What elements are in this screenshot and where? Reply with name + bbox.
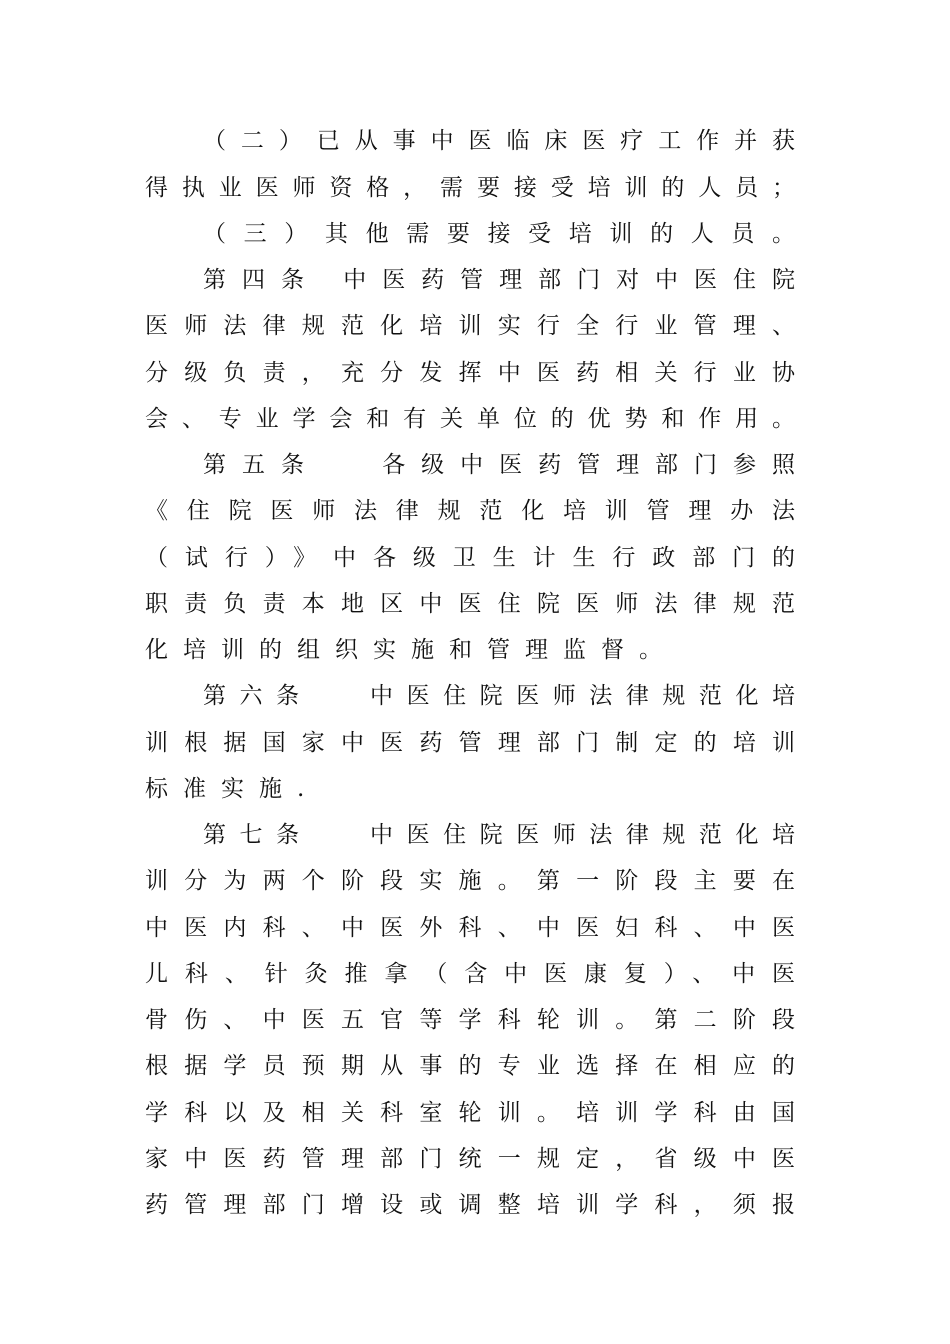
- text-line: 会、专业学会和有关单位的优势和作用。: [145, 406, 795, 432]
- text-line: 骨伤、中医五官等学科轮训。第二阶段: [145, 1007, 795, 1033]
- text-line: （试行）》中各级卫生计生行政部门的: [145, 545, 795, 571]
- text-line: 《住院医师法律规范化培训管理办法: [145, 498, 795, 524]
- text-line: 中医内科、中医外科、中医妇科、中医: [145, 915, 795, 941]
- text-line: 训根据国家中医药管理部门制定的培训: [145, 730, 795, 756]
- text-line: 标准实施.: [145, 776, 320, 802]
- text-line: 学科以及相关科室轮训。培训学科由国: [145, 1100, 795, 1126]
- text-line: 分级负责，充分发挥中医药相关行业协: [145, 360, 795, 386]
- text-line: 职责负责本地区中医住院医师法律规范: [145, 591, 795, 617]
- text-line: 化培训的组织实施和管理监督。: [145, 637, 677, 663]
- text-line: （二）已从事中医临床医疗工作并获: [203, 128, 795, 154]
- text-line: 儿科、针灸推拿（含中医康复）、中医: [145, 961, 795, 987]
- text-line: （三）其他需要接受培训的人员。: [203, 221, 795, 247]
- text-line: 第四条 中医药管理部门对中医住院: [203, 267, 795, 293]
- text-line: 第七条 中医住院医师法律规范化培: [203, 822, 795, 848]
- text-line: 药管理部门增设或调整培训学科，须报: [145, 1192, 795, 1218]
- text-line: 训分为两个阶段实施。第一阶段主要在: [145, 868, 795, 894]
- text-line: 家中医药管理部门统一规定，省级中医: [145, 1146, 795, 1172]
- text-line: 医师法律规范化培训实行全行业管理、: [145, 313, 795, 339]
- text-line: 根据学员预期从事的专业选择在相应的: [145, 1053, 795, 1079]
- text-line: 第六条 中医住院医师法律规范化培: [203, 683, 795, 709]
- text-line: 第五条 各级中医药管理部门参照: [203, 452, 795, 478]
- text-line: 得执业医师资格，需要接受培训的人员；: [145, 175, 795, 201]
